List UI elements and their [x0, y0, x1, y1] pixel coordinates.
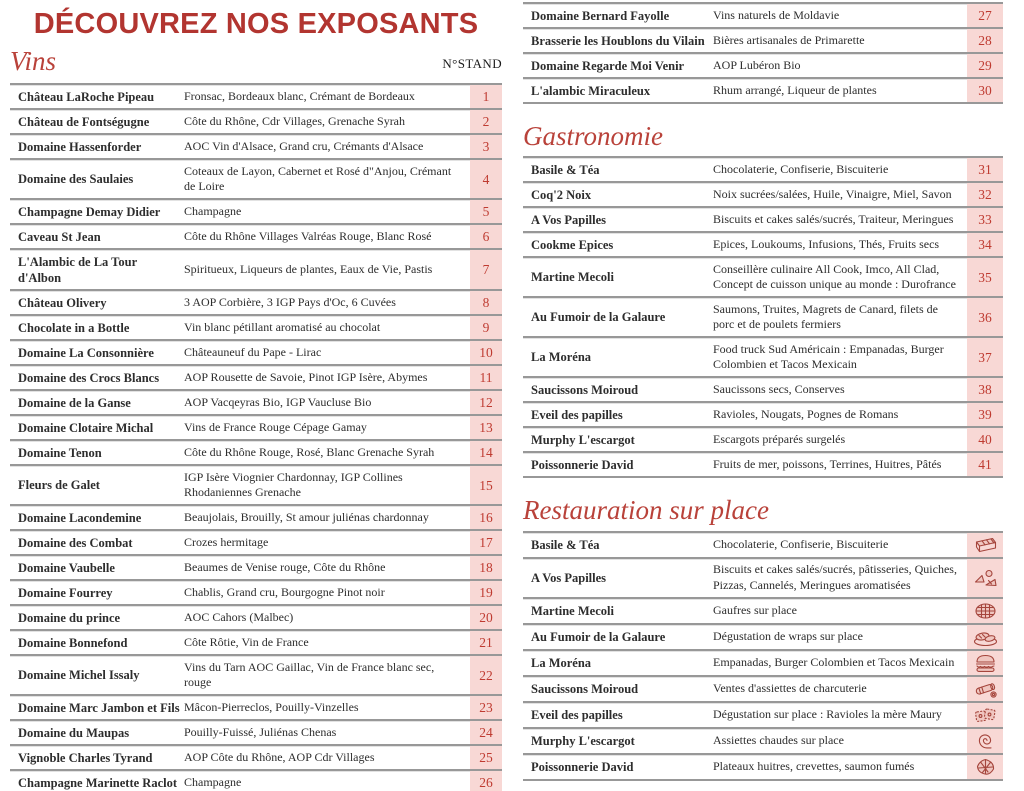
- stand-number: 16: [470, 506, 502, 529]
- stand-number: 15: [470, 466, 502, 504]
- exhibitor-name: Basile & Téa: [531, 162, 600, 177]
- exhibitor-name: Domaine Vaubelle: [18, 560, 115, 575]
- stand-number: 23: [470, 696, 502, 719]
- table-row: [523, 531, 1003, 557]
- table-row: [10, 314, 502, 339]
- table-row: [10, 289, 502, 314]
- exhibitor-description: Chocolaterie, Confiserie, Biscuiterie: [713, 162, 889, 177]
- exhibitor-name: Domaine Regarde Moi Venir: [531, 58, 685, 73]
- exhibitor-name: Château de Fontségugne: [18, 114, 150, 129]
- stand-number: 1: [470, 85, 502, 108]
- stand-number: 35: [967, 258, 1003, 296]
- table-row: [10, 133, 502, 158]
- stand-number: 38: [967, 378, 1003, 401]
- stand-number: 7: [470, 250, 502, 289]
- exhibitor-name: A Vos Papilles: [531, 570, 607, 585]
- section-title-vins: Vins: [10, 46, 56, 76]
- exhibitor-name: Martine Mecoli: [531, 270, 614, 285]
- saucisson-icon: [972, 679, 999, 699]
- table-row: [10, 158, 502, 198]
- table-row: [523, 77, 1003, 102]
- table-row: [523, 401, 1003, 426]
- snail-icon: [972, 731, 999, 751]
- exhibitor-description: Chablis, Grand cru, Bourgogne Pinot noir: [184, 585, 385, 600]
- exhibitor-name: L'Alambic de La Tour d'Albon: [18, 254, 137, 285]
- exhibitor-name: Brasserie les Houblons du Vilain: [531, 33, 705, 48]
- table-row: [523, 597, 1003, 623]
- exhibitor-description: Plateaux huitres, crevettes, saumon fumés: [713, 758, 915, 773]
- stand-number: 20: [470, 606, 502, 629]
- table-row: [523, 649, 1003, 675]
- table-row: [10, 579, 502, 604]
- wrap-icon: [972, 627, 999, 647]
- exhibitor-description: Côte du Rhône, Cdr Villages, Grenache Syrah: [184, 114, 406, 129]
- stand-number: 22: [470, 656, 502, 694]
- table-row: [10, 504, 502, 529]
- exhibitor-description: Ravioles, Nougats, Pognes de Romans: [713, 407, 899, 422]
- exhibitor-description: Fruits de mer, poissons, Terrines, Huitres, Pâtés: [713, 457, 942, 472]
- exhibitor-description: Côte du Rhône Villages Valréas Rouge, Blanc Rosé: [184, 229, 432, 244]
- exhibitor-name: Domaine des Combat: [18, 535, 133, 550]
- table-row: [10, 248, 502, 289]
- exhibitor-description: Mâcon-Pierreclos, Pouilly-Vinzelles: [184, 700, 359, 715]
- exhibitor-description: Bières artisanales de Primarette: [713, 32, 865, 47]
- exhibitor-description: Chocolaterie, Confiserie, Biscuiterie: [713, 536, 889, 551]
- table-row: [10, 629, 502, 654]
- table-row: [10, 339, 502, 364]
- table-row: [523, 156, 1003, 181]
- table-row: [523, 451, 1003, 476]
- food-icon-cell: [967, 651, 1003, 675]
- section-title-gastronomie: Gastronomie: [523, 121, 663, 151]
- exhibitor-name: Fleurs de Galet: [18, 478, 100, 493]
- stand-number: 13: [470, 416, 502, 439]
- exhibitor-description: Champagne: [184, 204, 242, 219]
- exhibitor-name: La Moréna: [531, 655, 592, 670]
- exhibitor-name: L'alambic Miraculeux: [531, 83, 651, 98]
- exhibitor-name: Domaine Fourrey: [18, 585, 113, 600]
- exhibitor-name: Vignoble Charles Tyrand: [18, 750, 153, 765]
- exhibitor-description: Noix sucrées/salées, Huile, Vinaigre, Miel, Savon: [713, 187, 952, 202]
- table-row: [10, 83, 502, 108]
- exhibitor-description: Champagne: [184, 775, 242, 790]
- exhibitor-description: AOP Lubéron Bio: [713, 57, 801, 72]
- stand-number: 4: [470, 160, 502, 198]
- exhibitor-description: AOP Rousette de Savoie, Pinot IGP Isère, Abymes: [184, 370, 428, 385]
- food-icon-cell: [967, 559, 1003, 597]
- exhibitor-name: Champagne Demay Didier: [18, 204, 161, 219]
- food-icon-cell: [967, 625, 1003, 649]
- left-column: [10, 0, 502, 791]
- exhibitor-name: Domaine Marc Jambon et Fils: [18, 700, 180, 715]
- table-row: [523, 206, 1003, 231]
- exhibitor-description: Saumons, Truites, Magrets de Canard, filets de porc et de poulets fermiers: [713, 301, 938, 332]
- stand-number: 19: [470, 581, 502, 604]
- table-row: [10, 529, 502, 554]
- exhibitor-description: 3 AOP Corbière, 3 IGP Pays d'Oc, 6 Cuvées: [184, 295, 396, 310]
- exhibitor-description: Ventes d'assiettes de charcuterie: [713, 680, 867, 695]
- exhibitor-name: Domaine du prince: [18, 610, 121, 625]
- table-row: [10, 198, 502, 223]
- exhibitor-name: Coq'2 Noix: [531, 187, 592, 202]
- exhibitor-description: Gaufres sur place: [713, 602, 797, 617]
- table-row: [523, 623, 1003, 649]
- exhibitor-description: Spiritueux, Liqueurs de plantes, Eaux de Vie, Pastis: [184, 262, 433, 277]
- exhibitor-name: Domaine Bonnefond: [18, 635, 128, 650]
- table-row: [10, 439, 502, 464]
- gastronomie-table: [523, 156, 1003, 478]
- exhibitor-description: Epices, Loukoums, Infusions, Thés, Fruits secs: [713, 237, 940, 252]
- stand-number: 2: [470, 110, 502, 133]
- exhibitor-name: Château LaRoche Pipeau: [18, 89, 155, 104]
- exhibitor-description: Côte Rôtie, Vin de France: [184, 635, 309, 650]
- exhibitor-name: Eveil des papilles: [531, 407, 623, 422]
- stand-number: 11: [470, 366, 502, 389]
- exhibitor-description: Dégustation de wraps sur place: [713, 628, 863, 643]
- exhibitor-description: Biscuits et cakes salés/sucrés, Traiteur, Meringues: [713, 212, 954, 227]
- stand-number: 28: [967, 29, 1003, 52]
- exhibitor-name: Saucissons Moiroud: [531, 681, 639, 696]
- table-row: [523, 231, 1003, 256]
- exhibitor-name: Domaine La Consonnière: [18, 345, 154, 360]
- exhibitor-name: Chocolate in a Bottle: [18, 320, 130, 335]
- table-row: [10, 769, 502, 791]
- exhibitor-name: Domaine Hassenforder: [18, 139, 142, 154]
- exhibitor-description: Biscuits et cakes salés/sucrés, pâtisseries, Quiches, Pizzas, Cannelés, Meringues aromatisées: [713, 562, 957, 592]
- exhibitor-description: Empanadas, Burger Colombien et Tacos Mexicain: [713, 654, 955, 669]
- table-row: [523, 336, 1003, 376]
- exhibitor-description: AOP Côte du Rhône, AOP Cdr Villages: [184, 750, 375, 765]
- exhibitor-description: Coteaux de Layon, Cabernet et Rosé d"Anjou, Crémant de Loire: [184, 163, 452, 194]
- stand-number: 40: [967, 428, 1003, 451]
- exhibitor-description: Assiettes chaudes sur place: [713, 732, 844, 747]
- table-row: [523, 557, 1003, 597]
- stand-number: 18: [470, 556, 502, 579]
- stand-number: 27: [967, 4, 1003, 27]
- exhibitor-name: Basile & Téa: [531, 537, 600, 552]
- table-row: [523, 727, 1003, 753]
- exhibitor-name: Domaine Tenon: [18, 445, 102, 460]
- stand-number: 33: [967, 208, 1003, 231]
- waffle-icon: [972, 601, 999, 621]
- stand-number: 12: [470, 391, 502, 414]
- exhibitor-description: Beaujolais, Brouilly, St amour juliénas chardonnay: [184, 510, 429, 525]
- table-row: [523, 256, 1003, 296]
- exhibitor-description: Vins du Tarn AOC Gaillac, Vin de France blanc sec, rouge: [184, 659, 435, 690]
- table-row: [523, 426, 1003, 451]
- section-title-restauration: Restauration sur place: [523, 495, 769, 526]
- food-icon-cell: [967, 533, 1003, 557]
- exhibitor-name: Domaine du Maupas: [18, 725, 130, 740]
- exhibitor-name: Au Fumoir de la Galaure: [531, 310, 666, 325]
- table-row: [523, 376, 1003, 401]
- exhibitor-name: Domaine Lacondemine: [18, 510, 142, 525]
- table-row: [523, 675, 1003, 701]
- table-row: [523, 2, 1003, 27]
- stand-number: 30: [967, 79, 1003, 102]
- stand-number: 39: [967, 403, 1003, 426]
- table-row: [523, 52, 1003, 77]
- stand-number: 37: [967, 338, 1003, 376]
- exhibitor-name: Martine Mecoli: [531, 603, 614, 618]
- exhibitor-name: Château Olivery: [18, 295, 107, 310]
- table-row: [523, 296, 1003, 336]
- table-row: [523, 701, 1003, 727]
- ravioles-icon: [972, 705, 999, 725]
- table-row: [10, 554, 502, 579]
- table-row: [10, 364, 502, 389]
- table-row: [523, 181, 1003, 206]
- food-icon-cell: [967, 599, 1003, 623]
- stand-number: 24: [470, 721, 502, 744]
- exhibitor-name: Domaine Michel Issaly: [18, 668, 140, 683]
- exhibitor-name: Domaine de la Ganse: [18, 395, 131, 410]
- vins-table-right: [523, 2, 1003, 104]
- table-row: [10, 108, 502, 133]
- oyster-icon: [972, 757, 999, 777]
- stand-number: 31: [967, 158, 1003, 181]
- stand-number: 17: [470, 531, 502, 554]
- food-icon-cell: [967, 729, 1003, 753]
- exhibitor-description: AOC Vin d'Alsace, Grand cru, Crémants d'Alsace: [184, 139, 424, 154]
- vins-section-header: [10, 45, 502, 75]
- stand-number: 21: [470, 631, 502, 654]
- exhibitor-name: Cookme Epices: [531, 237, 614, 252]
- exhibitor-description: Vin blanc pétillant aromatisé au chocolat: [184, 320, 381, 335]
- exhibitor-description: Conseillère culinaire All Cook, Imco, All Clad, Concept de cuisson unique au monde : Durofrance: [713, 261, 956, 292]
- exhibitor-description: Dégustation sur place : Ravioles la mère Maury: [713, 706, 942, 721]
- vins-table-left: [10, 83, 502, 791]
- page-title: DÉCOUVREZ NOS EXPOSANTS: [33, 8, 479, 40]
- stand-number: 8: [470, 291, 502, 314]
- burger-icon: [972, 653, 999, 673]
- table-row: [10, 654, 502, 694]
- stand-column-header: N°STAND: [442, 56, 502, 72]
- exhibitor-name: Caveau St Jean: [18, 229, 101, 244]
- exhibitor-name: Domaine des Crocs Blancs: [18, 370, 160, 385]
- exhibitor-name: Saucissons Moiroud: [531, 382, 639, 397]
- exhibitor-description: AOP Vacqeyras Bio, IGP Vaucluse Bio: [184, 395, 372, 410]
- table-row: [523, 753, 1003, 779]
- exhibitor-description: Beaumes de Venise rouge, Côte du Rhône: [184, 560, 386, 575]
- food-icon-cell: [967, 755, 1003, 779]
- stand-number: 3: [470, 135, 502, 158]
- exhibitor-name: Domaine Bernard Fayolle: [531, 8, 670, 23]
- table-row: [10, 464, 502, 504]
- stand-number: 14: [470, 441, 502, 464]
- exhibitor-description: Rhum arrangé, Liqueur de plantes: [713, 82, 877, 97]
- exhibitor-name: Domaine Clotaire Michal: [18, 420, 154, 435]
- exhibitor-name: Murphy L'escargot: [531, 733, 635, 748]
- exhibitor-description: Vins de France Rouge Cépage Gamay: [184, 420, 367, 435]
- gastronomie-section-header: [523, 122, 1003, 150]
- table-row: [10, 389, 502, 414]
- restauration-section-header: [523, 496, 1003, 524]
- exhibitor-description: Escargots préparés surgelés: [713, 432, 846, 447]
- food-icon-cell: [967, 703, 1003, 727]
- exhibitor-name: Eveil des papilles: [531, 707, 623, 722]
- exhibitor-description: Côte du Rhône Rouge, Rosé, Blanc Grenache Syrah: [184, 445, 435, 460]
- exhibitor-description: Châteauneuf du Pape - Lirac: [184, 345, 322, 360]
- stand-number: 36: [967, 298, 1003, 336]
- exhibitor-description: Pouilly-Fuissé, Juliénas Chenas: [184, 725, 337, 740]
- stand-number: 26: [470, 771, 502, 791]
- chocolate-icon: [972, 535, 999, 555]
- food-icon-cell: [967, 677, 1003, 701]
- table-row: [10, 719, 502, 744]
- stand-number: 10: [470, 341, 502, 364]
- exhibitor-name: La Moréna: [531, 350, 592, 365]
- exhibitor-name: Domaine des Saulaies: [18, 172, 134, 187]
- table-row: [10, 604, 502, 629]
- exhibitor-name: Au Fumoir de la Galaure: [531, 629, 666, 644]
- exhibitor-description: Food truck Sud Américain : Empanadas, Burger Colombien et Tacos Mexicain: [713, 341, 944, 372]
- stand-number: 25: [470, 746, 502, 769]
- stand-number: 5: [470, 200, 502, 223]
- exhibitor-description: Saucissons secs, Conserves: [713, 382, 845, 397]
- table-row: [10, 223, 502, 248]
- table-row: [10, 744, 502, 769]
- stand-number: 34: [967, 233, 1003, 256]
- right-column: [523, 0, 1003, 781]
- exhibitor-name: Poissonnerie David: [531, 457, 634, 472]
- exhibitor-name: Champagne Marinette Raclot: [18, 775, 177, 790]
- stand-number: 41: [967, 453, 1003, 476]
- table-row: [523, 27, 1003, 52]
- pastries-icon: [972, 568, 999, 588]
- restauration-table: [523, 531, 1003, 781]
- stand-number: 29: [967, 54, 1003, 77]
- exhibitor-description: Crozes hermitage: [184, 535, 269, 550]
- stand-number: 6: [470, 225, 502, 248]
- exhibitor-name: Poissonnerie David: [531, 759, 634, 774]
- table-row: [10, 694, 502, 719]
- exhibitor-description: AOC Cahors (Malbec): [184, 610, 294, 625]
- exhibitor-description: Fronsac, Bordeaux blanc, Crémant de Bordeaux: [184, 89, 415, 104]
- table-row: [10, 414, 502, 439]
- exhibitor-description: Vins naturels de Moldavie: [713, 7, 840, 22]
- exhibitor-name: Murphy L'escargot: [531, 432, 635, 447]
- exhibitor-description: IGP Isère Viognier Chardonnay, IGP Collines Rhodaniennes Grenache: [184, 469, 403, 500]
- stand-number: 9: [470, 316, 502, 339]
- exhibitor-name: A Vos Papilles: [531, 212, 607, 227]
- stand-number: 32: [967, 183, 1003, 206]
